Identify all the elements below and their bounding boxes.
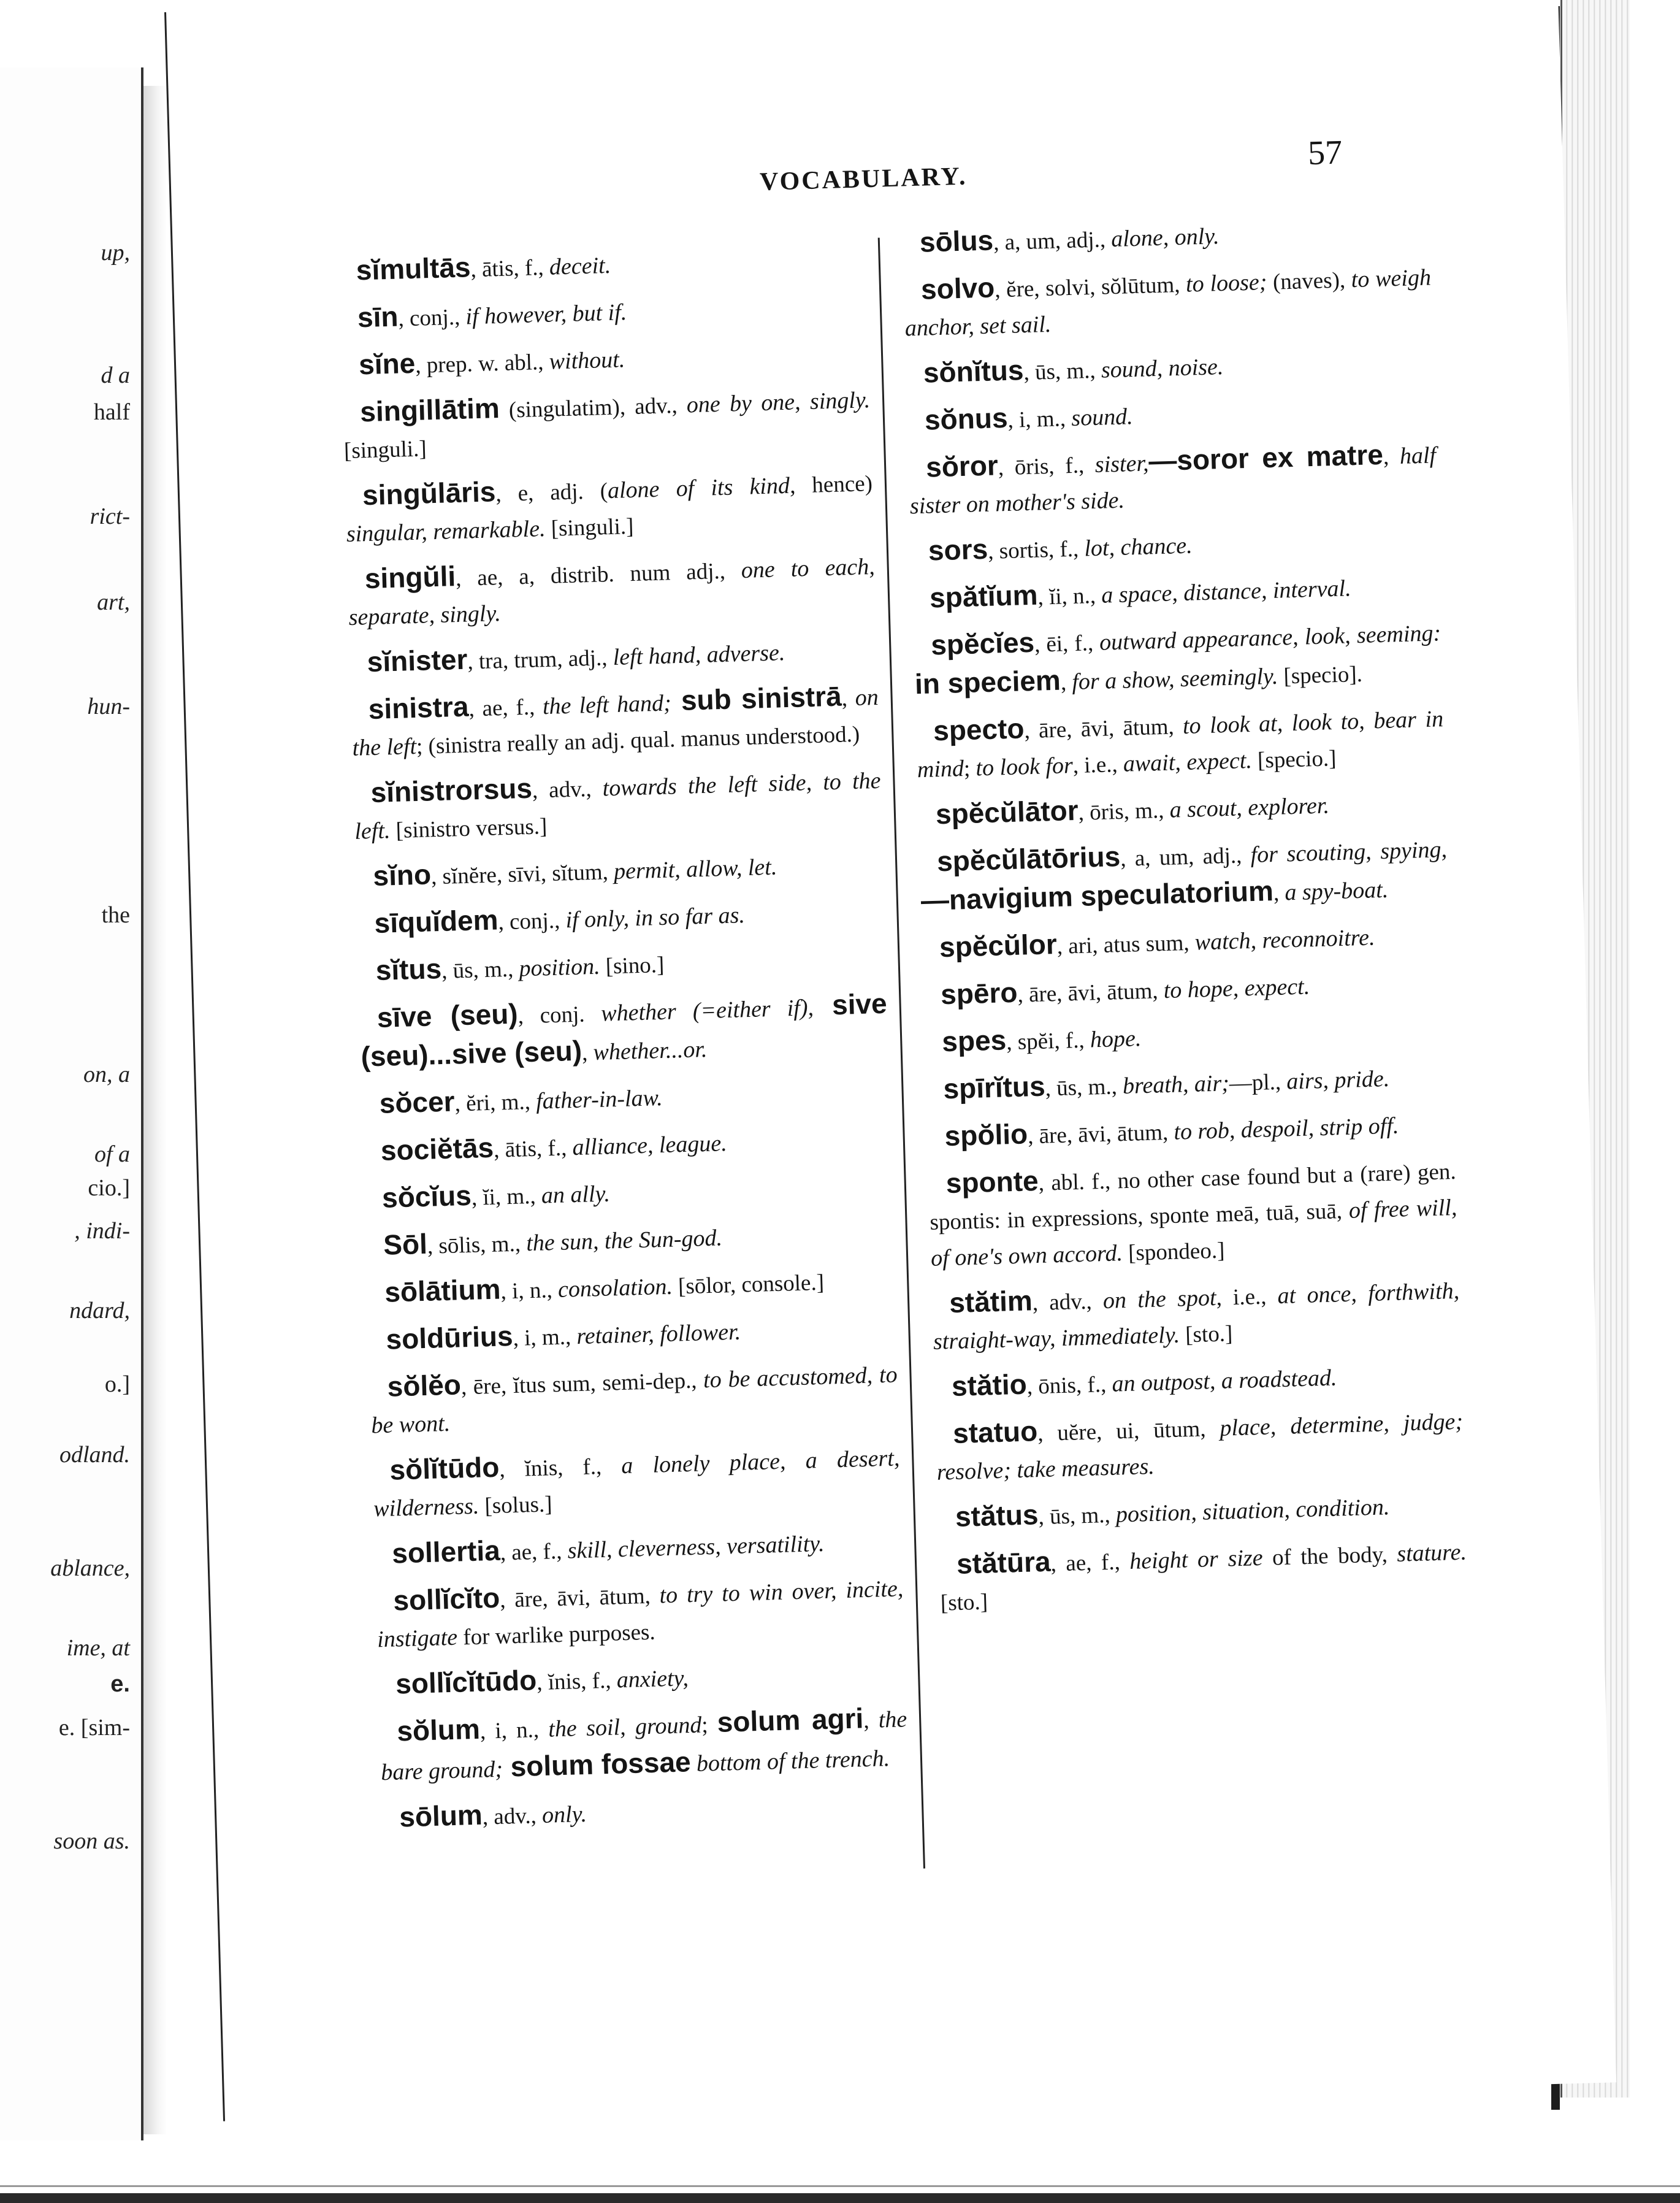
dictionary-entry xyxy=(358,938,886,992)
definition: to look at, look to, bear in mind xyxy=(917,706,1444,783)
headword: stătio xyxy=(951,1368,1028,1403)
definition: position, situation, condition. xyxy=(1115,1494,1390,1528)
headword: sŏror xyxy=(925,449,999,483)
definition: the left hand; xyxy=(542,690,672,720)
definition: hope. xyxy=(1090,1025,1142,1053)
grammar-note: , i.e., xyxy=(1215,1284,1278,1311)
definition: outward appearance, look, seeming: xyxy=(1099,620,1441,656)
dictionary-entry xyxy=(362,1071,890,1125)
definition: sound, noise. xyxy=(1101,354,1224,383)
previous-page-fragment: ndard, xyxy=(69,1298,130,1324)
definition: at once, forthwith, straight-way, immediately. xyxy=(933,1278,1460,1355)
headword: spĕcŭlor xyxy=(939,927,1058,964)
dictionary-entry xyxy=(359,986,888,1078)
dictionary-entry xyxy=(378,1652,906,1705)
definition: the bare ground; xyxy=(380,1706,907,1786)
definition: the sun, the Sun-god. xyxy=(525,1225,723,1257)
grammar-note: , xyxy=(841,685,856,711)
definition: an ally. xyxy=(541,1181,611,1209)
headword: sors xyxy=(928,532,988,567)
grammar-note: , ōris, m., xyxy=(1078,797,1170,826)
definition: on the left xyxy=(352,684,879,761)
definition: bottom of the trench. xyxy=(696,1745,890,1777)
headword: singŭlāris xyxy=(362,475,497,511)
dictionary-entry xyxy=(918,782,1446,835)
definition: lot, chance. xyxy=(1083,532,1193,562)
grammar-note: , spĕi, f., xyxy=(1006,1027,1091,1056)
phrase: sub sinistrā xyxy=(670,680,842,717)
definition: permit, allow, let. xyxy=(613,854,777,885)
headword: spes xyxy=(941,1024,1007,1058)
scan-border xyxy=(0,2193,1680,2203)
definition: watch, reconnoitre. xyxy=(1194,924,1376,956)
dictionary-entry xyxy=(908,435,1437,524)
previous-page-fragment: cio.] xyxy=(88,1175,130,1201)
headword: sĭmultās xyxy=(356,251,472,286)
definition: alone, only. xyxy=(1110,223,1220,253)
dictionary-entry xyxy=(934,1354,1462,1408)
definition: stature. xyxy=(1396,1539,1467,1567)
etymology: [singuli.] xyxy=(343,436,427,464)
definition: height or size xyxy=(1129,1544,1264,1575)
phrase: solum fossae xyxy=(502,1745,692,1783)
grammar-note: , ae, f., xyxy=(500,1538,568,1566)
definition: skill, cleverness, versatility. xyxy=(567,1530,825,1564)
headword: sĭnister xyxy=(366,643,468,678)
previous-page-fragment: hun- xyxy=(87,694,130,719)
etymology: [singuli.] xyxy=(544,513,634,542)
etymology: [sto.] xyxy=(940,1589,988,1616)
definition: retainer, follower. xyxy=(576,1319,741,1350)
headword: sīn xyxy=(357,300,399,334)
etymology: [sino.] xyxy=(599,952,665,979)
headword: sinistra xyxy=(368,690,470,726)
grammar-note: , xyxy=(1383,444,1400,470)
grammar-note: , ĭi, n., xyxy=(1037,583,1102,610)
definition: to loose; xyxy=(1185,269,1267,297)
grammar-note: , āre, āvi, ātum, xyxy=(1027,1119,1175,1149)
right-column xyxy=(902,210,1468,1630)
etymology: [specio]. xyxy=(1277,661,1363,689)
definition: whether...or. xyxy=(592,1036,708,1066)
grammar-note: , ūs, m., xyxy=(441,956,520,984)
definition: airs, pride. xyxy=(1286,1065,1390,1095)
headword: sŏcĭus xyxy=(381,1179,472,1214)
dictionary-entry xyxy=(364,1166,892,1219)
definition: whether (=either if), xyxy=(600,995,814,1027)
dictionary-entry xyxy=(923,962,1451,1016)
grammar-note: , ūs, m., xyxy=(1037,1502,1117,1530)
definition: for scouting, spying, xyxy=(1250,837,1448,868)
previous-page-fragment: soon as. xyxy=(53,1828,130,1854)
headword: singŭli xyxy=(364,560,456,595)
grammar-note: , xyxy=(863,1707,879,1734)
grammar-note: , a, um, adj., xyxy=(993,227,1112,256)
left-column xyxy=(338,238,910,1847)
previous-page-fragment: d a xyxy=(101,362,130,388)
etymology: [sinistro versus.] xyxy=(389,814,548,844)
grammar-note: , adv., xyxy=(1032,1289,1104,1316)
definition: one to each, separate, singly. xyxy=(348,554,876,630)
headword: spŏlio xyxy=(944,1117,1028,1152)
dictionary-entry xyxy=(363,1119,891,1172)
grammar-note: , ātis, f., xyxy=(493,1135,573,1163)
grammar-note: , sĭnĕre, sīvi, sĭtum, xyxy=(430,859,614,890)
grammar-note: , xyxy=(581,1040,594,1066)
headword: sŏcer xyxy=(379,1085,456,1119)
previous-page xyxy=(0,67,143,2140)
headword: sollĭcĭtūdo xyxy=(395,1664,537,1700)
dictionary-entry xyxy=(906,340,1434,394)
dictionary-entry xyxy=(922,915,1449,968)
grammar-note: , tra, trum, adj., xyxy=(467,645,614,675)
definition: left hand, adverse. xyxy=(613,640,785,670)
previous-page-fragment: up, xyxy=(101,240,130,266)
headword: spēro xyxy=(940,976,1018,1011)
headword: stătūra xyxy=(956,1545,1052,1580)
dictionary-entry xyxy=(912,565,1440,619)
etymology: [solus.] xyxy=(478,1492,553,1519)
grammar-note: for warlike purposes. xyxy=(457,1619,656,1650)
grammar-note: , i, n., xyxy=(479,1717,549,1744)
grammar-note: , ae, f., xyxy=(468,694,543,722)
grammar-note: , i, m., xyxy=(1007,405,1072,433)
grammar-note: , āre, āvi, ātum, xyxy=(1023,714,1183,744)
grammar-note: , ēre, ĭtus sum, semi-dep., xyxy=(460,1368,704,1400)
etymology: [spondeo.] xyxy=(1122,1238,1225,1266)
dictionary-entry xyxy=(935,1401,1464,1491)
dictionary-entry xyxy=(372,1438,901,1527)
grammar-note: , abl. f., no other case found but a (rare) gen. spontis: in expressions, sponte meā, tuā, suā, xyxy=(930,1159,1457,1235)
headword: sōlus xyxy=(919,224,994,258)
previous-page-fragment: e. [sim- xyxy=(58,1715,130,1741)
grammar-note: , āre, āvi, ātum, xyxy=(499,1583,660,1613)
dictionary-entry xyxy=(382,1785,910,1838)
dictionary-entry xyxy=(915,699,1445,788)
definition: alliance, league. xyxy=(571,1130,728,1161)
grammar-note: , i, m., xyxy=(513,1324,577,1351)
phrase: sive (seu)...sive (seu) xyxy=(360,987,888,1073)
definition: only. xyxy=(541,1801,587,1828)
previous-page-fragment: odland. xyxy=(59,1442,130,1468)
headword: spĕcŭlātor xyxy=(935,794,1079,830)
page-number: 57 xyxy=(1307,133,1343,172)
dictionary-entry xyxy=(367,1260,895,1314)
grammar-note: , prep. w. abl., xyxy=(414,349,550,378)
definition: sound. xyxy=(1071,404,1134,431)
dictionary-entry xyxy=(926,1057,1454,1110)
definition: the soil, ground xyxy=(548,1712,702,1742)
headword: sĭtus xyxy=(375,952,442,986)
dictionary-entry xyxy=(928,1151,1459,1277)
grammar-note: (singulatim), adv., xyxy=(499,393,687,423)
headword: sociĕtās xyxy=(380,1131,494,1167)
dictionary-entry xyxy=(911,518,1438,572)
definition: of free will, of one's own accord. xyxy=(930,1194,1457,1271)
grammar-note: , xyxy=(1273,880,1286,906)
headword: sŏnĭtus xyxy=(923,354,1025,389)
headword: stătim xyxy=(949,1284,1033,1319)
grammar-note: hence) xyxy=(795,471,873,499)
definition: to rob, despoil, strip off. xyxy=(1173,1113,1399,1145)
headword: sŏlĭtūdo xyxy=(389,1450,500,1486)
previous-page-fragment: ablance, xyxy=(50,1555,130,1581)
dictionary-entry xyxy=(939,1532,1468,1622)
etymology: [specio.] xyxy=(1251,746,1337,773)
grammar-note: , ae, f., xyxy=(1050,1549,1130,1577)
definition: on the spot xyxy=(1102,1284,1217,1314)
dictionary-entry xyxy=(343,380,872,469)
definition: a scout, explorer. xyxy=(1169,792,1330,823)
definition: sister, xyxy=(1094,450,1150,478)
definition: without. xyxy=(549,347,625,375)
definition: await, expect. xyxy=(1123,747,1253,777)
running-head: VOCABULARY. xyxy=(759,162,968,196)
headword: stătus xyxy=(955,1498,1039,1533)
headword: sĭne xyxy=(358,347,416,381)
grammar-note: , ĭnis, f., xyxy=(536,1668,617,1696)
headword: sōlātium xyxy=(384,1273,502,1308)
grammar-note: , ōnis, f., xyxy=(1026,1371,1113,1400)
previous-page-fragment: rict- xyxy=(90,504,130,529)
headword: sollertia xyxy=(391,1534,501,1569)
grammar-note: , sōlis, m., xyxy=(427,1231,527,1259)
phrase: —navigium speculatorium xyxy=(920,875,1274,917)
definition: to try to win over, incite, instigate xyxy=(376,1576,904,1653)
grammar-note: ; xyxy=(963,756,977,782)
dictionary-entry xyxy=(357,891,885,944)
grammar-note: , ĭnis, f., xyxy=(498,1454,622,1482)
dictionary-entry xyxy=(353,761,882,850)
headword: sīve (seu) xyxy=(376,997,519,1033)
previous-page-fragment: half xyxy=(93,399,130,425)
headword: Sōl xyxy=(383,1227,428,1261)
dictionary-entry xyxy=(907,388,1435,441)
dictionary-entry xyxy=(340,285,868,339)
phrase: solum agri xyxy=(716,1702,864,1738)
etymology: [sto.] xyxy=(1179,1321,1233,1348)
grammar-note: , xyxy=(1060,670,1072,695)
definition: for a show, seemingly. xyxy=(1071,663,1278,695)
headword: sŏlĕo xyxy=(386,1368,462,1403)
previous-page-fragment: art, xyxy=(97,589,130,615)
definition: position. xyxy=(518,953,601,982)
headword: sīquĭdem xyxy=(373,903,499,940)
scan-border-line xyxy=(0,2185,1680,2187)
dictionary-entry xyxy=(931,1271,1460,1360)
dictionary-entry xyxy=(375,1521,903,1574)
grammar-note: , ātis, f., xyxy=(470,255,550,283)
headword: sōlum xyxy=(399,1798,483,1833)
headword: spĕcĭes xyxy=(930,626,1035,661)
definition: alone of its kind, xyxy=(607,472,796,504)
grammar-note: , adv., xyxy=(482,1803,543,1830)
definition: a lonely place, a desert, wilderness. xyxy=(373,1445,900,1522)
grammar-note: ; xyxy=(701,1712,718,1738)
previous-page-fragment: the xyxy=(101,902,130,928)
headword: soldūrius xyxy=(385,1319,514,1355)
previous-page-fragment: of a xyxy=(94,1141,130,1167)
dictionary-entry xyxy=(380,1699,909,1791)
dictionary-entry xyxy=(903,257,1432,347)
previous-page-fragment: o.] xyxy=(104,1371,130,1397)
grammar-note: , ae, a, distrib. num adj., xyxy=(455,558,742,592)
grammar-note: ; (sinistra really an adj. qual. manus understood.) xyxy=(416,721,860,759)
grammar-note: , āre, āvi, ātum, xyxy=(1017,978,1164,1008)
definition: one by one, singly. xyxy=(686,387,871,418)
grammar-note: , uĕre, ui, ūtum, xyxy=(1037,1416,1221,1447)
dictionary-entry xyxy=(925,1010,1453,1063)
definition: towards the left side, to the left. xyxy=(354,767,882,845)
phrase: —soror ex matre xyxy=(1148,438,1384,477)
headword: sŏlum xyxy=(396,1712,481,1747)
headword: sĭno xyxy=(372,858,432,892)
previous-page-fragment: , indi- xyxy=(74,1218,130,1244)
dictionary-entry xyxy=(351,677,880,767)
grammar-note: , sortis, f., xyxy=(987,536,1085,564)
headword: solvo xyxy=(920,271,995,305)
dictionary-entry xyxy=(365,1213,893,1266)
grammar-note: , ōris, f., xyxy=(998,452,1096,481)
headword: sponte xyxy=(945,1164,1039,1200)
definition: if only, in so far as. xyxy=(565,902,746,933)
grammar-note: , ēi, f., xyxy=(1034,630,1100,657)
dictionary-entry xyxy=(370,1354,899,1444)
grammar-note: —pl., xyxy=(1229,1069,1287,1097)
definition: place, determine, judge; resolve; take measures. xyxy=(936,1408,1464,1485)
grammar-note: , adv., xyxy=(532,776,603,803)
headword: sĭnistrorsus xyxy=(370,772,533,809)
grammar-note: , a, um, adj., xyxy=(1120,843,1251,872)
grammar-note: , ĭi, m., xyxy=(471,1183,542,1211)
definition: if however, but if. xyxy=(465,299,627,330)
headword: specto xyxy=(933,712,1025,747)
grammar-note: , ĕri, m., xyxy=(454,1089,536,1117)
definition: anxiety, xyxy=(616,1665,689,1693)
dictionary-entry xyxy=(347,546,876,636)
grammar-note: , i, n., xyxy=(500,1277,559,1305)
previous-page-fragment: e. xyxy=(110,1671,130,1697)
dictionary-entry xyxy=(919,829,1448,921)
grammar-note: , ĕre, solvi, sŏlūtum, xyxy=(994,272,1186,303)
dictionary-entry xyxy=(338,238,866,291)
phrase: in speciem xyxy=(914,664,1061,700)
definition: a space, distance, interval. xyxy=(1101,575,1352,608)
headword: statuo xyxy=(952,1415,1038,1449)
dictionary-entry xyxy=(376,1568,905,1658)
definition: to hope, expect. xyxy=(1163,973,1310,1004)
book-gutter xyxy=(143,86,167,2134)
headword: sollĭcĭto xyxy=(392,1581,500,1617)
headword: spĕcŭlātōrius xyxy=(936,840,1121,878)
definition: to weigh anchor, set sail. xyxy=(904,264,1432,342)
dictionary-entry xyxy=(349,630,877,683)
dictionary-entry xyxy=(927,1104,1455,1157)
grammar-note: , conj. xyxy=(517,1001,601,1029)
grammar-note: , ūs, m., xyxy=(1045,1074,1123,1102)
etymology: [sōlor, console.] xyxy=(672,1270,825,1300)
grammar-note: of the body, xyxy=(1262,1541,1397,1571)
grammar-note: , ari, atus sum, xyxy=(1056,930,1196,959)
dictionary-entry xyxy=(356,844,884,897)
dictionary-entry xyxy=(913,613,1442,705)
grammar-note: , ūs, m., xyxy=(1023,358,1102,386)
previous-page-fragment: on, a xyxy=(83,1062,130,1087)
headword: spătĭum xyxy=(929,578,1039,614)
vocabulary-page xyxy=(164,0,1616,2121)
dictionary-entry xyxy=(902,210,1430,264)
dictionary-entry xyxy=(341,332,869,386)
grammar-note: (naves), xyxy=(1266,267,1352,295)
headword: spīrĭtus xyxy=(942,1070,1046,1105)
dictionary-entry xyxy=(937,1485,1465,1538)
previous-page-fragment: ime, at xyxy=(66,1635,130,1661)
grammar-note: , i.e., xyxy=(1072,751,1124,779)
grammar-note: , e, adj. ( xyxy=(495,478,608,507)
grammar-note: , conj., xyxy=(498,908,567,935)
definition: father-in-law. xyxy=(535,1085,663,1114)
grammar-note: , conj., xyxy=(398,304,467,332)
definition: consolation. xyxy=(557,1273,673,1303)
dictionary-entry xyxy=(368,1308,896,1361)
definition: a spy-boat. xyxy=(1284,876,1389,906)
definition: singular, remarkable. xyxy=(346,515,546,548)
definition: breath, air; xyxy=(1122,1070,1230,1100)
definition: an outpost, a roadstead. xyxy=(1111,1365,1337,1397)
headword: singillātim xyxy=(359,391,500,428)
definition: to look for xyxy=(975,753,1074,781)
headword: sŏnus xyxy=(924,401,1009,436)
definition: half sister on mother's side. xyxy=(909,442,1437,519)
definition: deceit. xyxy=(549,252,611,280)
definition: to be accustomed, to be wont. xyxy=(370,1362,898,1439)
dictionary-entry xyxy=(345,463,874,553)
